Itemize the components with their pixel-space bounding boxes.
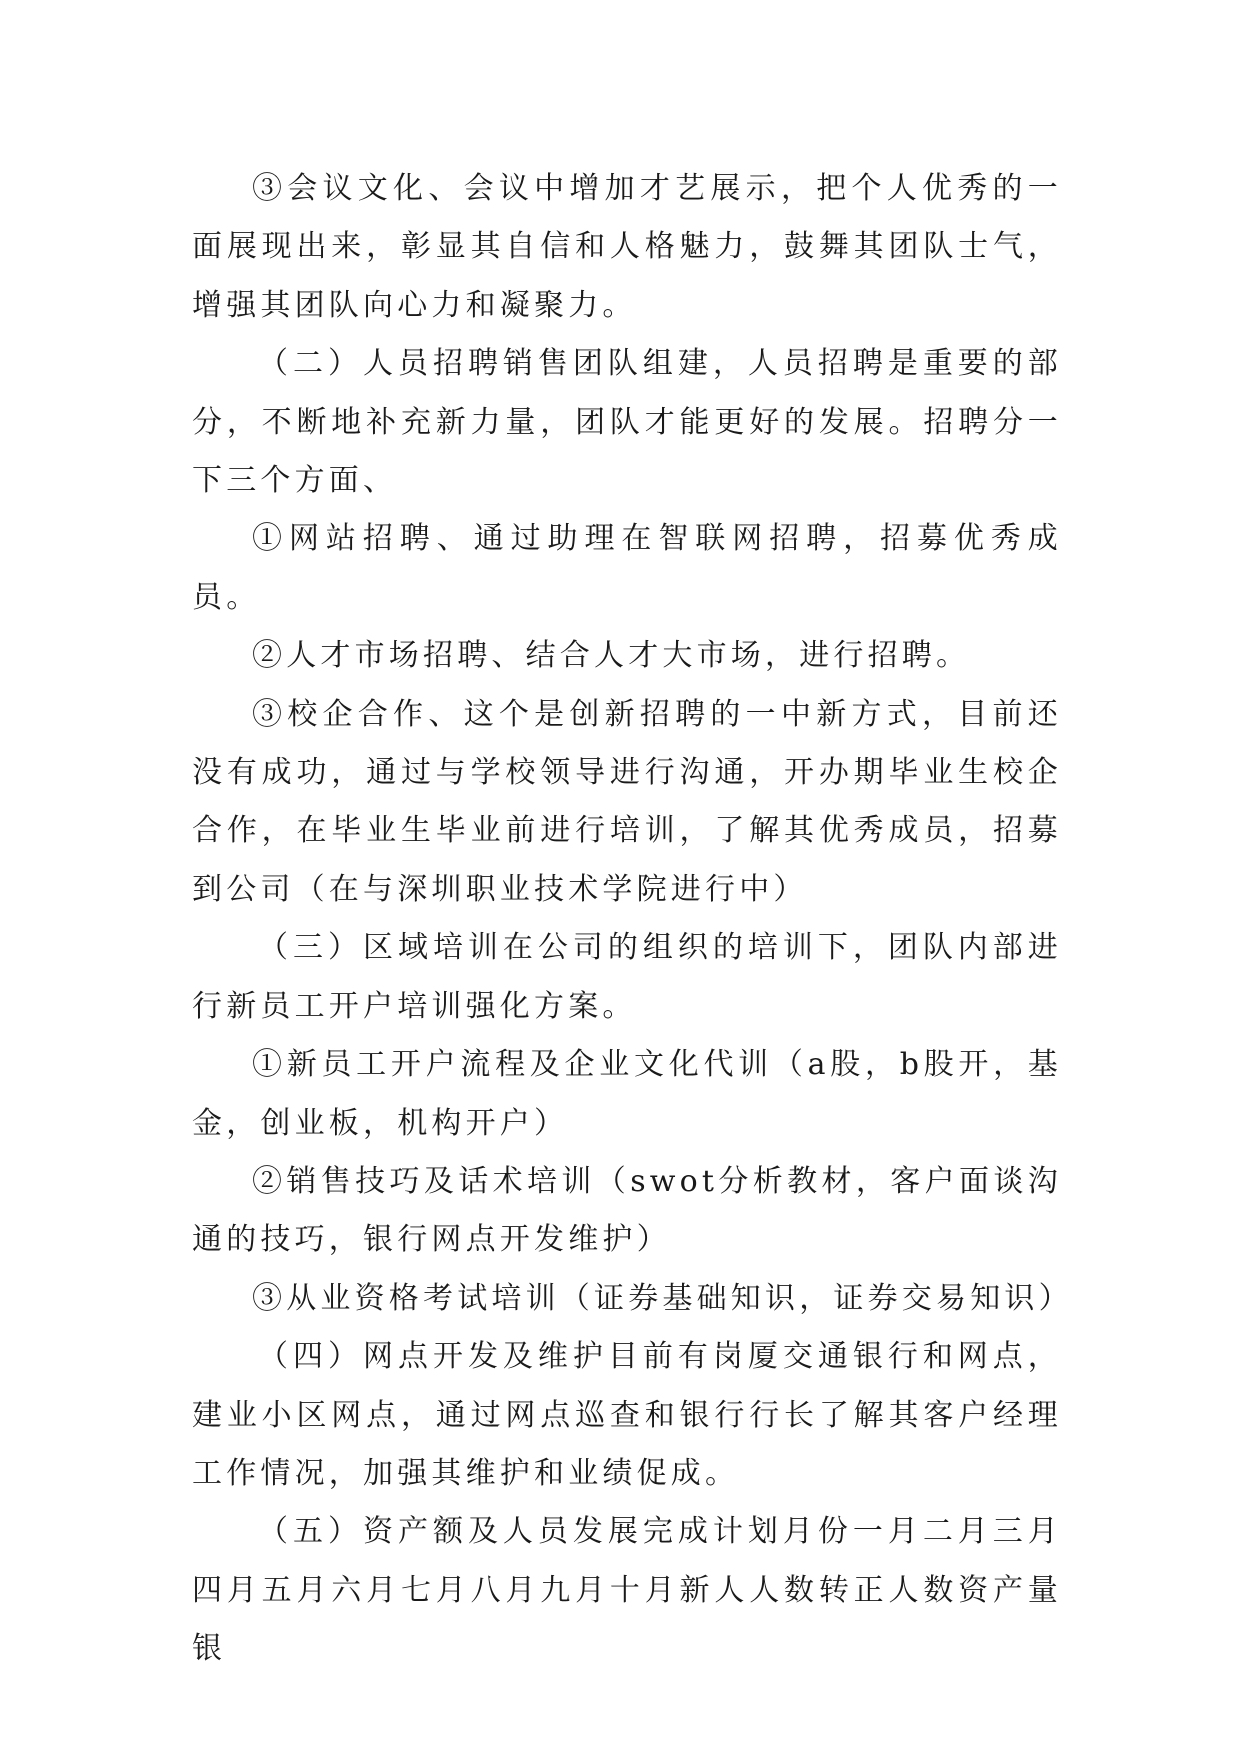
paragraph-section-5-asset-plan: （五）资产额及人员发展完成计划月份一月二月三月四月五月六月七月八月九月十月新人人数转正人数资产量银 [192, 1514, 1062, 1667]
paragraph-section-2-recruitment: （二）人员招聘销售团队组建，人员招聘是重要的部分，不断地补充新力量，团队才能更好的发展。招聘分一下三个方面、 [192, 346, 1062, 499]
paragraph-sales-skills-training: ②销售技巧及话术培训（swot分析教材，客户面谈沟通的技巧，银行网点开发维护） [192, 1163, 1062, 1258]
paragraph-school-enterprise-cooperation: ③校企合作、这个是创新招聘的一中新方式，目前还没有成功，通过与学校领导进行沟通，开办期毕业生校企合作，在毕业生毕业前进行培训，了解其优秀成员，招募到公司（在与深圳职业技术学院进行中） [192, 696, 1062, 907]
paragraph-qualification-exam-training: ③从业资格考试培训（证券基础知识，证券交易知识） [252, 1280, 1073, 1316]
document-body [192, 160, 1073, 1679]
paragraph-section-4-branch-development: （四）网点开发及维护目前有岗厦交通银行和网点，建业小区网点，通过网点巡查和银行行长了解其客户经理工作情况，加强其维护和业绩促成。 [192, 1339, 1062, 1491]
paragraph-talent-market-recruitment: ②人才市场招聘、结合人才大市场，进行招聘。 [252, 638, 971, 674]
paragraph-account-opening-training: ①新员工开户流程及企业文化代训（a股，b股开，基金，创业板，机构开户） [192, 1047, 1062, 1141]
paragraph-meeting-culture: ③会议文化、会议中增加才艺展示，把个人优秀的一面展现出来，彰显其自信和人格魅力，鼓舞其团队士气，增强其团队向心力和凝聚力。 [192, 171, 1062, 323]
paragraph-section-3-training: （三）区域培训在公司的组织的培训下，团队内部进行新员工开户培训强化方案。 [192, 930, 1062, 1024]
paragraph-website-recruitment: ①网站招聘、通过助理在智联网招聘，招募优秀成员。 [192, 521, 1062, 615]
